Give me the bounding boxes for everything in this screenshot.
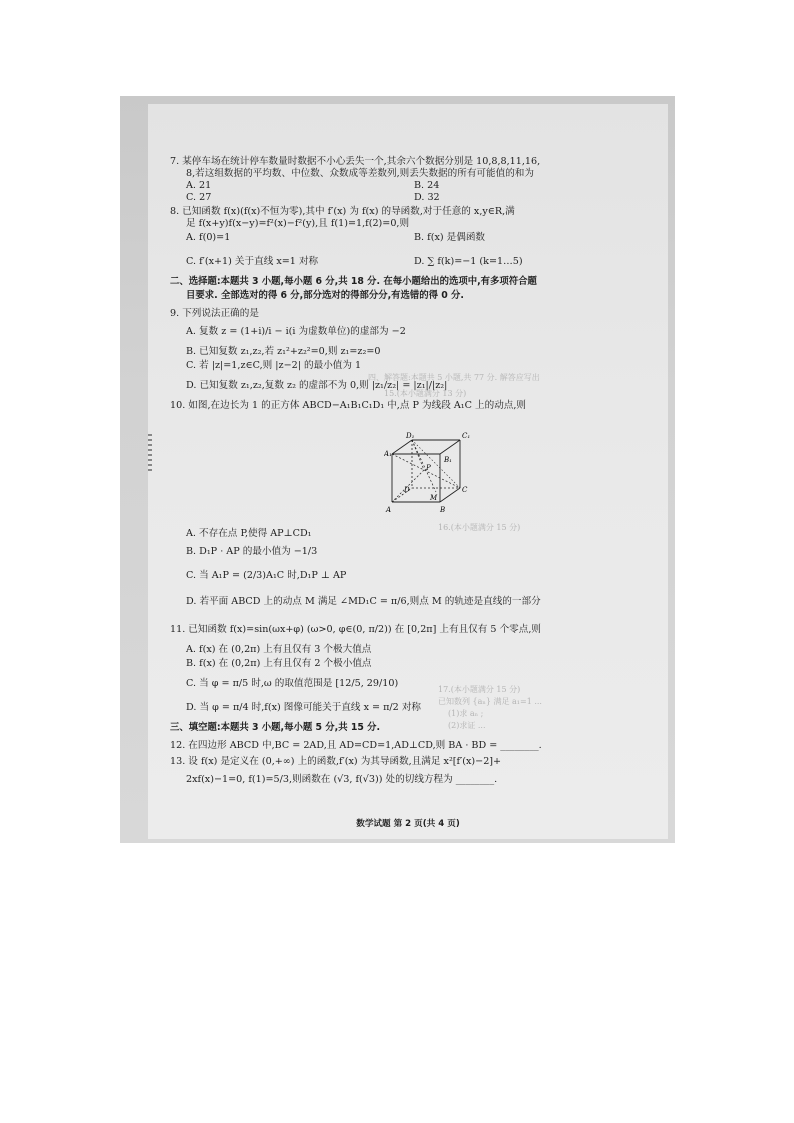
q7-stem-line2: 8,若这组数据的平均数、中位数、众数成等差数列,则丢失数据的所有可能值的和为 — [186, 168, 534, 179]
q10-option-d: D. 若平面 ABCD 上的动点 M 满足 ∠MD₁C = π/6,则点 M 的轨迹是直线的一部分 — [186, 596, 541, 607]
bleed-text: 已知数列 {aₙ} 满足 a₁=1 ... — [438, 697, 542, 706]
section-2-heading-line2: 目要求. 全部选对的得 6 分,部分选对的得部分分,有选错的得 0 分. — [186, 290, 464, 301]
q7-stem-line1: 7. 某停车场在统计停车数量时数据不小心丢失一个,其余六个数据分别是 10,8,8,11,16, — [170, 156, 541, 167]
q8-options-row1 — [186, 232, 658, 244]
cube-label-d1: D₁ — [406, 432, 415, 440]
q11-option-c: C. 当 φ = π/5 时,ω 的取值范围是 [12/5, 29/10) — [186, 678, 399, 689]
q9-option-b: B. 已知复数 z₁,z₂,若 z₁²+z₂²=0,则 z₁=z₂=0 — [186, 346, 381, 357]
q7-option-c: C. 27 — [186, 192, 212, 203]
q8-option-c: C. f′(x+1) 关于直线 x=1 对称 — [186, 256, 319, 267]
bleed-text: (1)求 aₙ ; — [448, 709, 484, 718]
exam-sheet — [148, 104, 668, 839]
q9-option-d: D. 已知复数 z₁,z₂,复数 z₂ 的虚部不为 0,则 |z₁/z₂| = |z₁|/|z₂| — [186, 380, 448, 391]
bleed-text: (2)求证 ... — [448, 721, 486, 730]
section-3-heading: 三、填空题:本题共 3 小题,每小题 5 分,共 15 分. — [170, 722, 381, 733]
cube-label-a1: A₁ — [384, 450, 392, 458]
cube-label-c1: C₁ — [462, 432, 471, 440]
q9-option-c: C. 若 |z|=1,z∈C,则 |z−2| 的最小值为 1 — [186, 360, 362, 371]
bleed-text: 17.(本小题满分 15 分) — [438, 685, 521, 694]
section-2-heading-line1: 二、选择题:本题共 3 小题,每小题 6 分,共 18 分. 在每小题给出的选项中,有多项符合题 — [170, 276, 537, 287]
q11-stem: 11. 已知函数 f(x)=sin(ωx+φ) (ω>0, φ∈(0, π/2)) 在 [0,2π] 上有且仅有 5 个零点,则 — [170, 624, 541, 635]
q8-option-b: B. f(x) 是偶函数 — [414, 232, 486, 243]
cube-label-p: P — [426, 464, 431, 472]
q7-options-row1 — [186, 180, 658, 192]
q12-stem: 12. 在四边形 ABCD 中,BC = 2AD,且 AD=CD=1,AD⊥CD,则 BA · BD = ________. — [170, 740, 542, 751]
page-footer: 数学试题 第 2 页(共 4 页) — [356, 819, 460, 829]
q8-options-row2 — [186, 256, 658, 268]
cube-label-a: A — [386, 506, 392, 514]
cube-figure — [384, 430, 474, 524]
q10-option-b: B. D₁P · AP 的最小值为 −1/3 — [186, 546, 318, 557]
cube-label-m: M — [430, 494, 438, 502]
q8-stem-line2: 足 f(x+y)f(x−y)=f²(x)−f²(y),且 f(1)=1,f(2)=0,则 — [186, 218, 410, 229]
q11-option-a: A. f(x) 在 (0,2π) 上有且仅有 3 个极大值点 — [186, 644, 372, 655]
cube-label-d: D — [404, 486, 410, 494]
q13-stem-line1: 13. 设 f(x) 是定义在 (0,+∞) 上的函数,f′(x) 为其导函数,且满足 x²[f′(x)−2]+ — [170, 756, 502, 767]
photo-background — [120, 96, 675, 843]
cube-label-c: C — [462, 486, 468, 494]
bleed-text: 15.(本小题满分 13 分) — [384, 389, 467, 398]
q7-option-a: A. 21 — [186, 180, 212, 191]
bleed-text: 16.(本小题满分 15 分) — [438, 523, 521, 532]
cube-label-b: B — [440, 506, 446, 514]
q13-stem-line2: 2xf(x)−1=0, f(1)=5/3,则函数在 (√3, f(√3)) 处的切线方程为 ________. — [186, 774, 498, 785]
q8-option-d: D. ∑ f(k)=−1 (k=1…5) — [414, 256, 523, 267]
q11-option-d: D. 当 φ = π/4 时,f(x) 图像可能关于直线 x = π/2 对称 — [186, 702, 422, 713]
q7-option-d: D. 32 — [414, 192, 440, 203]
bleed-text: 四、解答题:本题共 5 小题,共 77 分. 解答应写出 — [368, 373, 540, 382]
q8-stem-line1: 8. 已知函数 f(x)(f(x)不恒为零),其中 f′(x) 为 f(x) 的导函数,对于任意的 x,y∈R,满 — [170, 206, 515, 217]
q7-option-b: B. 24 — [414, 180, 440, 191]
q10-stem: 10. 如图,在边长为 1 的正方体 ABCD−A₁B₁C₁D₁ 中,点 P 为线段 A₁C 上的动点,则 — [170, 400, 527, 411]
q8-option-a: A. f(0)=1 — [186, 232, 231, 243]
q10-option-c: C. 当 A₁P = (2/3)A₁C 时,D₁P ⊥ AP — [186, 570, 347, 581]
q9-option-a: A. 复数 z = (1+i)/i − i(i 为虚数单位)的虚部为 −2 — [186, 326, 406, 337]
q9-stem: 9. 下列说法正确的是 — [170, 308, 259, 319]
cube-label-b1: B₁ — [444, 456, 452, 464]
q10-option-a: A. 不存在点 P,使得 AP⊥CD₁ — [186, 528, 312, 539]
binding-marks — [148, 434, 152, 474]
q7-options-row2 — [186, 192, 658, 204]
q11-option-b: B. f(x) 在 (0,2π) 上有且仅有 2 个极小值点 — [186, 658, 372, 669]
